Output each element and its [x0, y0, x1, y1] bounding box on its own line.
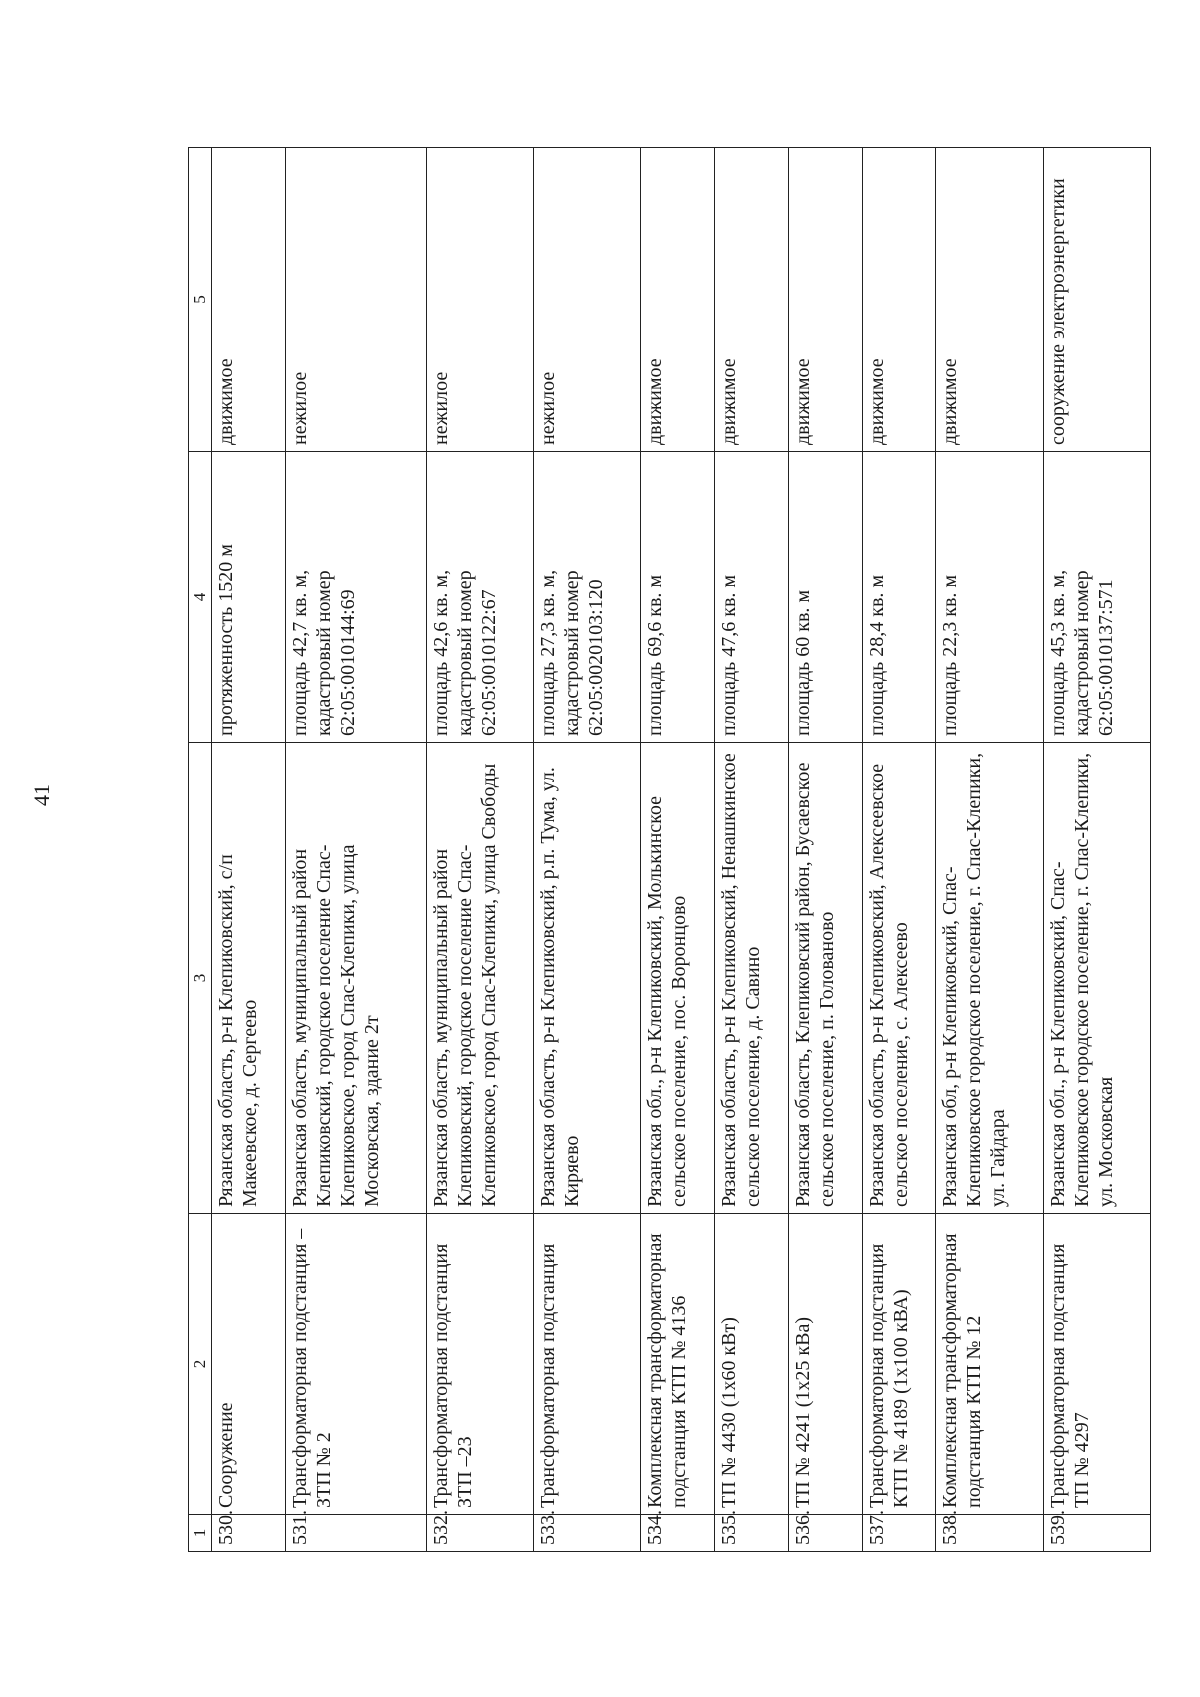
object-type: движимое [640, 147, 714, 451]
object-address: Рязанская обл., р-н Клепиковский, Спас-Клепиковское городское поселение, г. Спас-Клепики, ул. Московская [1043, 742, 1150, 1213]
object-characteristics: площадь 45,3 кв. м, кадастровый номер 62:05:0010137:571 [1043, 451, 1150, 742]
column-header-5: 5 [188, 147, 211, 451]
table-row [426, 147, 533, 1551]
row-number: 539. [1043, 1514, 1150, 1551]
object-name: Трансформаторная подстанция КТП № 4189 (1х100 кВА) [862, 1213, 936, 1514]
object-address: Рязанская обл., р-н Клепиковский, Молькинское сельское поселение, пос. Воронцово [640, 742, 714, 1213]
object-address: Рязанская область, р-н Клепиковский, Ненашкинское сельское поселение, д. Савино [714, 742, 788, 1213]
table-row [788, 147, 862, 1551]
row-number: 532. [426, 1514, 533, 1551]
table-row [935, 147, 1042, 1551]
object-address: Рязанская область, р-н Клепиковский, р.п. Тума, ул. Киряево [533, 742, 640, 1213]
row-number: 533. [533, 1514, 640, 1551]
row-number: 538. [935, 1514, 1042, 1551]
object-address: Рязанская область, р-н Клепиковский, Алексеевское сельское поселение, с. Алексеево [862, 742, 936, 1213]
object-type: движимое [714, 147, 788, 451]
row-number: 531. [285, 1514, 426, 1551]
table-row [640, 147, 714, 1551]
row-number: 535. [714, 1514, 788, 1551]
object-name: Трансформаторная подстанция ЗТП –23 [426, 1213, 533, 1514]
object-name: Комплексная трансформаторная подстанция КТП № 4136 [640, 1213, 714, 1514]
object-name: Трансформаторная подстанция – ЗТП № 2 [285, 1213, 426, 1514]
table-row [862, 147, 936, 1551]
column-header-3: 3 [188, 742, 211, 1213]
table-row [1043, 147, 1150, 1551]
column-header-4: 4 [188, 451, 211, 742]
column-header-1: 1 [188, 1514, 211, 1551]
object-characteristics: площадь 27,3 кв. м, кадастровый номер 62:05:0020103:120 [533, 451, 640, 742]
object-address: Рязанская область, Клепиковский район, Бусаевское сельское поселение, п. Голованово [788, 742, 862, 1213]
object-type: нежилое [426, 147, 533, 451]
table-row [533, 147, 640, 1551]
object-address: Рязанская область, муниципальный район Клепиковский, городское поселение Спас-Клепиковское, город Спас-Клепики, улица Свободы [426, 742, 533, 1213]
object-type: сооружение электроэнергетики [1043, 147, 1150, 451]
object-type: движимое [788, 147, 862, 451]
object-characteristics: площадь 42,6 кв. м, кадастровый номер 62:05:0010122:67 [426, 451, 533, 742]
table-row [285, 147, 426, 1551]
object-type: движимое [935, 147, 1042, 451]
object-type: движимое [211, 147, 285, 451]
object-characteristics: площадь 60 кв. м [788, 451, 862, 742]
object-name: ТП № 4430 (1х60 кВт) [714, 1213, 788, 1514]
row-number: 530. [211, 1514, 285, 1551]
registry-table-frame [188, 147, 1151, 1552]
object-name: Сооружение [211, 1213, 285, 1514]
object-address: Рязанская область, муниципальный район Клепиковский, городское поселение Спас-Клепиковское, город Спас-Клепики, улица Московская, здание 2т [285, 742, 426, 1213]
object-characteristics: площадь 47,6 кв. м [714, 451, 788, 742]
object-characteristics: площадь 28,4 кв. м [862, 451, 936, 742]
row-number: 536. [788, 1514, 862, 1551]
object-characteristics: площадь 22,3 кв. м [935, 451, 1042, 742]
object-characteristics: площадь 42,7 кв. м, кадастровый номер 62:05:0010144:69 [285, 451, 426, 742]
object-type: нежилое [533, 147, 640, 451]
registry-table [188, 147, 1151, 1552]
object-name: Трансформаторная подстанция ТП № 4297 [1043, 1213, 1150, 1514]
object-characteristics: площадь 69,6 кв. м [640, 451, 714, 742]
object-address: Рязанская обл, р-н Клепиковский, Спас-Клепиковское городское поселение, г. Спас-Клепики, ул. Гайдара [935, 742, 1042, 1213]
object-address: Рязанская область, р-н Клепиковский, с/п Макеевское, д. Сергеево [211, 742, 285, 1213]
object-characteristics: протяженность 1520 м [211, 451, 285, 742]
page-number: 41 [29, 784, 54, 806]
object-name: Трансформаторная подстанция [533, 1213, 640, 1514]
row-number: 534. [640, 1514, 714, 1551]
table-row [211, 147, 285, 1551]
column-header-2: 2 [188, 1213, 211, 1514]
row-number: 537. [862, 1514, 936, 1551]
object-type: движимое [862, 147, 936, 451]
object-name: ТП № 4241 (1х25 кВа) [788, 1213, 862, 1514]
object-type: нежилое [285, 147, 426, 451]
table-row [714, 147, 788, 1551]
object-name: Комплексная трансформаторная подстанция КТП № 12 [935, 1213, 1042, 1514]
header-row [188, 147, 211, 1551]
